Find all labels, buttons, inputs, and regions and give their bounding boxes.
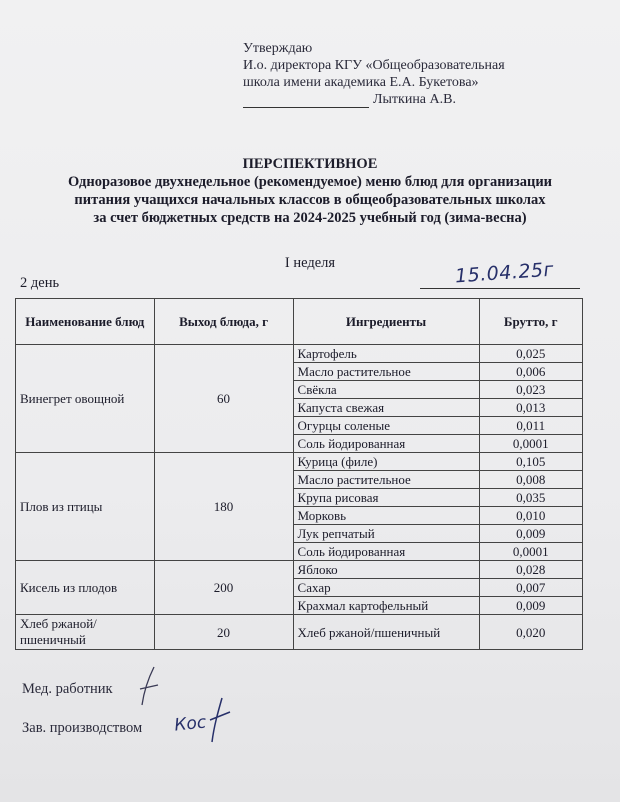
ingredient-gross-cell: 0,023	[479, 381, 583, 399]
table-row	[16, 453, 583, 471]
handwritten-date: 15.04.25г	[454, 258, 555, 288]
dish-name-cell: Кисель из плодов	[16, 561, 155, 615]
ingredient-name-cell: Капуста свежая	[293, 399, 479, 417]
approver-signature-row	[243, 91, 505, 108]
ingredient-name-cell: Сахар	[293, 579, 479, 597]
ingredient-name-cell: Масло растительное	[293, 363, 479, 381]
production-signature	[170, 690, 240, 750]
production-label: Зав. производством	[22, 720, 143, 736]
ingredient-name-cell: Картофель	[293, 345, 479, 363]
ingredient-name-cell: Хлеб ржаной/пшеничный	[293, 615, 479, 650]
ingredient-gross-cell: 0,0001	[479, 435, 583, 453]
ingredient-gross-cell: 0,013	[479, 399, 583, 417]
ingredient-name-cell: Огурцы соленые	[293, 417, 479, 435]
ingredient-name-cell: Яблоко	[293, 561, 479, 579]
ingredient-gross-cell: 0,025	[479, 345, 583, 363]
dish-yield-cell: 20	[154, 615, 293, 650]
title-line-3: за счет бюджетных средств на 2024-2025 учебный год (зима-весна)	[93, 210, 527, 226]
ingredient-gross-cell: 0,008	[479, 471, 583, 489]
ingredient-name-cell: Соль йодированная	[293, 543, 479, 561]
ingredient-name-cell: Курица (филе)	[293, 453, 479, 471]
day-label: 2 день	[20, 275, 60, 291]
medic-signature-icon	[136, 665, 166, 709]
dish-yield-cell: 200	[154, 561, 293, 615]
header-ingredients: Ингредиенты	[293, 299, 479, 345]
menu-table-body	[16, 345, 583, 650]
week-label: I неделя	[284, 255, 336, 271]
title-line-2: питания учащихся начальных классов в общеобразовательных школах	[74, 192, 546, 208]
table-header-row	[16, 299, 583, 345]
medic-label: Мед. работник	[22, 681, 113, 697]
approver-position-line2: школа имени академика Е.А. Букетова»	[243, 75, 479, 90]
dish-yield-cell: 60	[154, 345, 293, 453]
ingredient-gross-cell: 0,035	[479, 489, 583, 507]
ingredient-name-cell: Лук репчатый	[293, 525, 479, 543]
title-line-1: Одноразовое двухнедельное (рекомендуемое) меню блюд для организации	[67, 174, 553, 190]
ingredient-name-cell: Масло растительное	[293, 471, 479, 489]
header-gross: Брутто, г	[479, 299, 583, 345]
approver-name: Лыткина А.В.	[373, 92, 456, 107]
header-yield: Выход блюда, г	[154, 299, 293, 345]
approve-word: Утверждаю	[243, 41, 313, 56]
ingredient-name-cell: Крахмал картофельный	[293, 597, 479, 615]
signature-line	[243, 95, 369, 108]
ingredient-gross-cell: 0,006	[479, 363, 583, 381]
dish-name-cell: Винегрет овощной	[16, 345, 155, 453]
ingredient-gross-cell: 0,009	[479, 525, 583, 543]
ingredient-gross-cell: 0,028	[479, 561, 583, 579]
ingredient-gross-cell: 0,0001	[479, 543, 583, 561]
ingredient-gross-cell: 0,009	[479, 597, 583, 615]
ingredient-name-cell: Свёкла	[293, 381, 479, 399]
ingredient-gross-cell: 0,010	[479, 507, 583, 525]
header-dish: Наименование блюд	[16, 299, 155, 345]
ingredient-name-cell: Крупа рисовая	[293, 489, 479, 507]
approver-position-line1: И.о. директора КГУ «Общеобразовательная	[243, 58, 505, 73]
approval-block	[243, 40, 505, 108]
ingredient-name-cell: Морковь	[293, 507, 479, 525]
table-row	[16, 345, 583, 363]
table-row	[16, 615, 583, 650]
title-heading: ПЕРСПЕКТИВНОЕ	[242, 156, 378, 172]
menu-table	[15, 298, 583, 650]
production-signature-text: Кос	[173, 712, 208, 736]
ingredient-gross-cell: 0,007	[479, 579, 583, 597]
dish-yield-cell: 180	[154, 453, 293, 561]
ingredient-gross-cell: 0,011	[479, 417, 583, 435]
table-row	[16, 561, 583, 579]
ingredient-gross-cell: 0,020	[479, 615, 583, 650]
ingredient-gross-cell: 0,105	[479, 453, 583, 471]
dish-name-cell: Плов из птицы	[16, 453, 155, 561]
dish-name-cell: Хлеб ржаной/ пшеничный	[16, 615, 155, 650]
document-title	[0, 155, 620, 227]
ingredient-name-cell: Соль йодированная	[293, 435, 479, 453]
